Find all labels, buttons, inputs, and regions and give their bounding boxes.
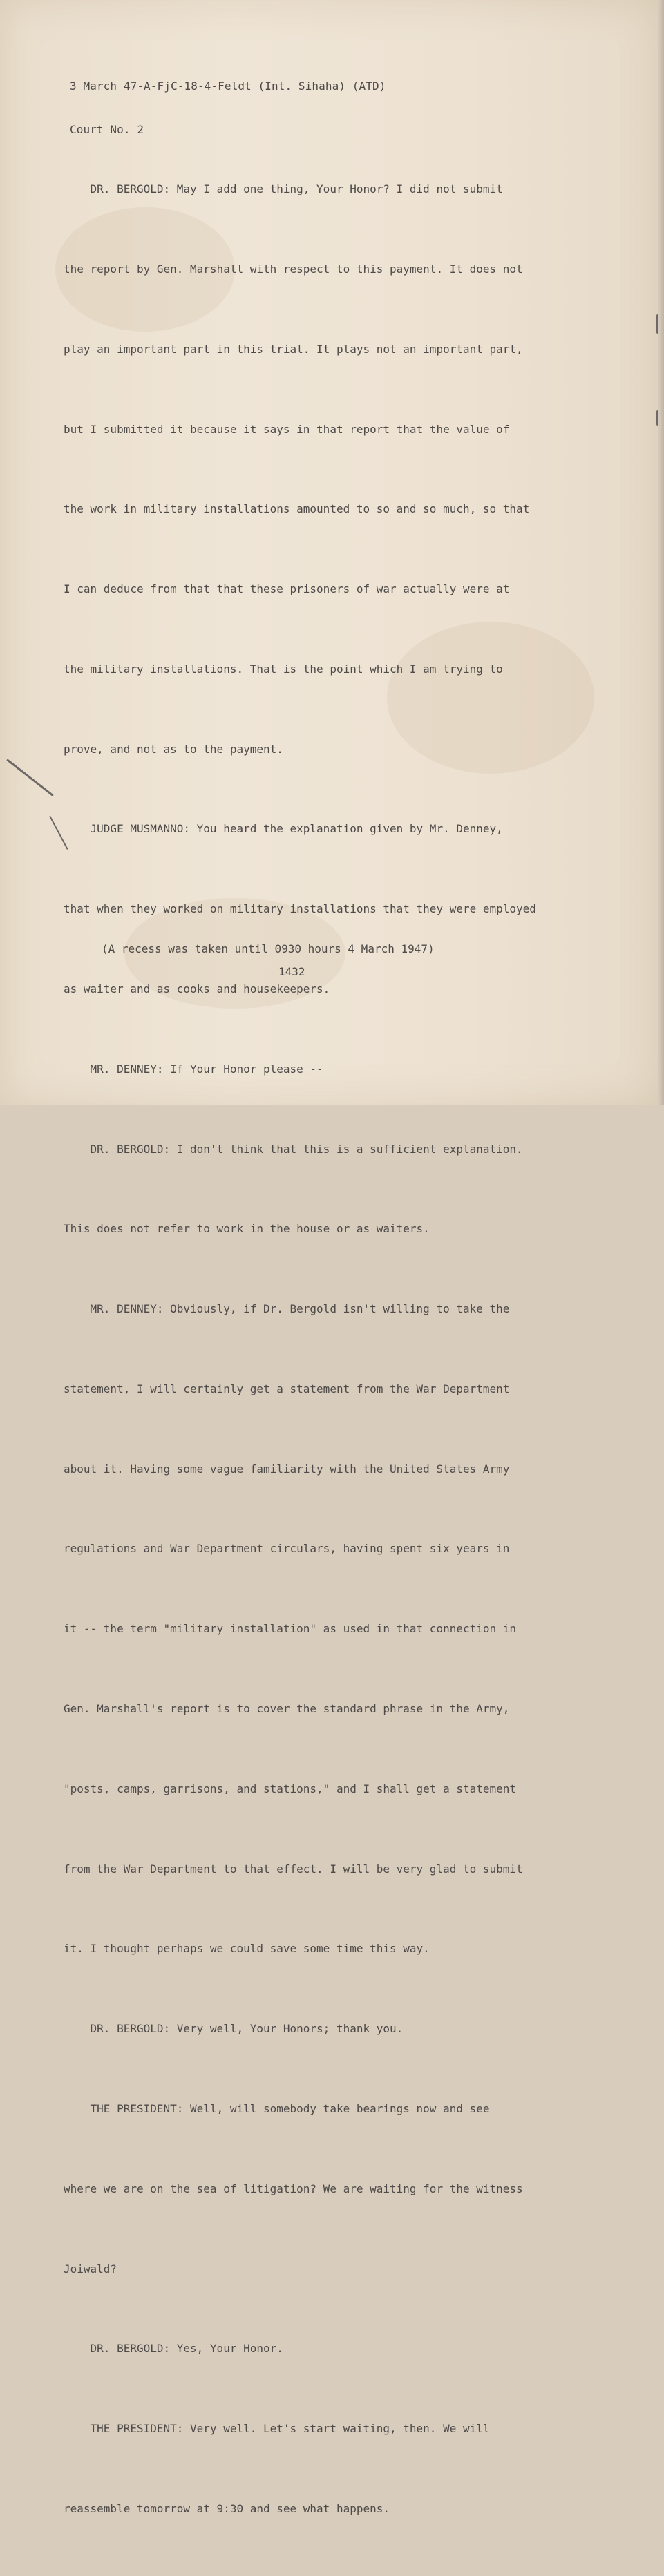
transcript-line: statement, I will certainly get a statement from the War Department xyxy=(64,1382,510,1395)
transcript-line: the report by Gen. Marshall with respect to this payment. It does not xyxy=(64,262,523,276)
transcript-line: prove, and not as to the payment. xyxy=(64,742,283,756)
transcript-line: JUDGE MUSMANNO: You heard the explanation given by Mr. Denney, xyxy=(64,822,503,836)
header-court-line: Court No. 2 xyxy=(70,123,144,136)
transcript-line: it -- the term "military installation" as used in that connection in xyxy=(64,1622,517,1636)
transcript-line: the work in military installations amounted to so and so much, so that xyxy=(64,502,530,516)
transcript-line: DR. BERGOLD: Very well, Your Honors; thank you. xyxy=(64,2022,404,2036)
transcript-line: THE PRESIDENT: Very well. Let's start waiting, then. We will xyxy=(64,2422,490,2436)
transcript-line: DR. BERGOLD: Yes, Your Honor. xyxy=(64,2342,283,2356)
transcript-line: that when they worked on military installations that they were employed xyxy=(64,902,536,916)
transcript-line: but I submitted it because it says in that report that the value of xyxy=(64,422,510,436)
transcript-line: Gen. Marshall's report is to cover the standard phrase in the Army, xyxy=(64,1702,510,1716)
transcript-line: play an important part in this trial. It plays not an important part, xyxy=(64,342,523,356)
transcript-line: DR. BERGOLD: I don't think that this is a sufficient explanation. xyxy=(64,1142,523,1156)
transcript-line: MR. DENNEY: Obviously, if Dr. Bergold isn't willing to take the xyxy=(64,1302,510,1316)
transcript-line: it. I thought perhaps we could save some time this way. xyxy=(64,1942,430,1956)
transcript-line: as waiter and as cooks and housekeepers. xyxy=(64,982,330,995)
page-number: 1432 xyxy=(278,965,305,978)
transcript-line: reassemble tomorrow at 9:30 and see what happens. xyxy=(64,2501,390,2515)
header-docket-line: 3 March 47-A-FjC-18-4-Feldt (Int. Sihaha) (ATD) xyxy=(70,79,386,93)
transcript-line: I can deduce from that that these prisoners of war actually were at xyxy=(64,582,510,596)
transcript-line: DR. BERGOLD: May I add one thing, Your Honor? I did not submit xyxy=(64,182,503,196)
page-edge xyxy=(658,0,664,1105)
transcript-line: from the War Department to that effect. I will be very glad to submit xyxy=(64,1862,523,1876)
transcript-line: "posts, camps, garrisons, and stations," and I shall get a statement xyxy=(64,1782,517,1795)
transcript-line: THE PRESIDENT: Well, will somebody take bearings now and see xyxy=(64,2101,490,2115)
transcript-line: about it. Having some vague familiarity with the United States Army xyxy=(64,1462,510,1476)
transcript-line: where we are on the sea of litigation? We are waiting for the witness xyxy=(64,2182,523,2195)
transcript-body xyxy=(64,123,575,2576)
paper-tear-mark xyxy=(6,759,54,796)
transcript-line: MR. DENNEY: If Your Honor please -- xyxy=(64,1062,323,1076)
transcript-line: Joiwald? xyxy=(64,2262,117,2276)
transcript-line: regulations and War Department circulars, having spent six years in xyxy=(64,1542,510,1556)
recess-note: (A recess was taken until 0930 hours 4 March 1947) xyxy=(102,942,435,955)
transcript-line: This does not refer to work in the house or as waiters. xyxy=(64,1222,430,1236)
transcript-line: the military installations. That is the point which I am trying to xyxy=(64,662,503,676)
